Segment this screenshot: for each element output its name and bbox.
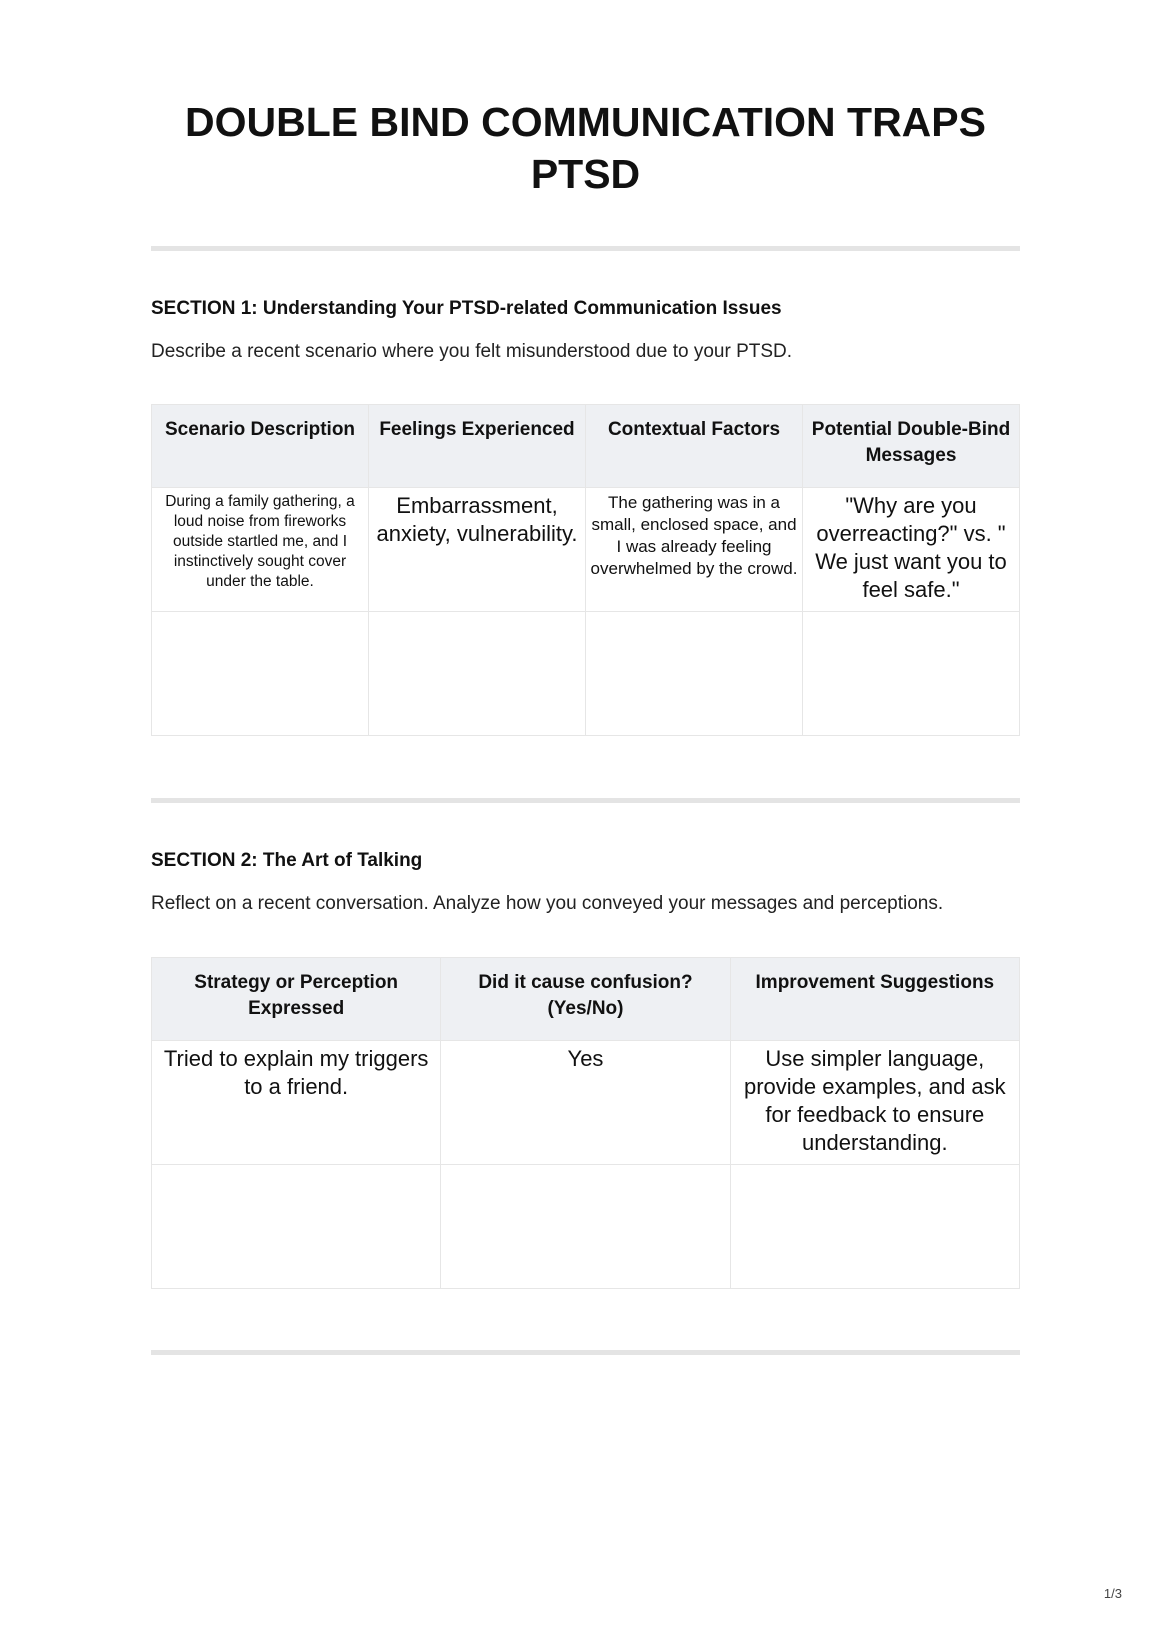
table-header-row [152, 958, 1020, 1041]
divider [151, 798, 1020, 803]
table-row [152, 612, 1020, 736]
table-cell[interactable]: "Why are you overreacting?" vs. " We just want you to feel safe." [803, 488, 1020, 612]
section2-heading: SECTION 2: The Art of Talking [151, 850, 423, 871]
divider [151, 246, 1020, 251]
column-header: Strategy or Perception Expressed [152, 958, 441, 1041]
table-cell[interactable]: Embarrassment, anxiety, vulnerability. [369, 488, 586, 612]
column-header: Improvement Suggestions [730, 958, 1019, 1041]
column-header: Potential Double-Bind Messages [803, 405, 1020, 488]
table-cell[interactable] [441, 1165, 730, 1289]
table-row [152, 488, 1020, 612]
section2-table [151, 957, 1020, 1289]
table-cell[interactable] [803, 612, 1020, 736]
table-cell[interactable] [586, 612, 803, 736]
section1-heading: SECTION 1: Understanding Your PTSD-related Communication Issues [151, 298, 782, 319]
table-cell[interactable]: During a family gathering, a loud noise from fireworks outside startled me, and I instinctively sought cover under the table. [152, 488, 369, 612]
table-header-row [152, 405, 1020, 488]
table-cell[interactable]: The gathering was in a small, enclosed space, and I was already feeling overwhelmed by the crowd. [586, 488, 803, 612]
column-header: Feelings Experienced [369, 405, 586, 488]
table-cell[interactable] [730, 1165, 1019, 1289]
column-header: Contextual Factors [586, 405, 803, 488]
section2-description: Reflect on a recent conversation. Analyze how you conveyed your messages and perceptions. [151, 893, 944, 914]
table-cell[interactable]: Use simpler language, provide examples, and ask for feedback to ensure understanding. [730, 1041, 1019, 1165]
table-row [152, 1041, 1020, 1165]
section1-table [151, 404, 1020, 736]
column-header: Did it cause confusion? (Yes/No) [441, 958, 730, 1041]
table-cell[interactable]: Tried to explain my triggers to a friend. [152, 1041, 441, 1165]
table-row [152, 1165, 1020, 1289]
table-cell[interactable]: Yes [441, 1041, 730, 1165]
column-header: Scenario Description [152, 405, 369, 488]
table-cell[interactable] [152, 1165, 441, 1289]
section1-description: Describe a recent scenario where you felt misunderstood due to your PTSD. [151, 341, 793, 362]
table-cell[interactable] [152, 612, 369, 736]
page-number: 1/3 [1103, 1586, 1122, 1601]
page-title: DOUBLE BIND COMMUNICATION TRAPS PTSD [185, 99, 986, 197]
table-cell[interactable] [369, 612, 586, 736]
divider [151, 1350, 1020, 1355]
